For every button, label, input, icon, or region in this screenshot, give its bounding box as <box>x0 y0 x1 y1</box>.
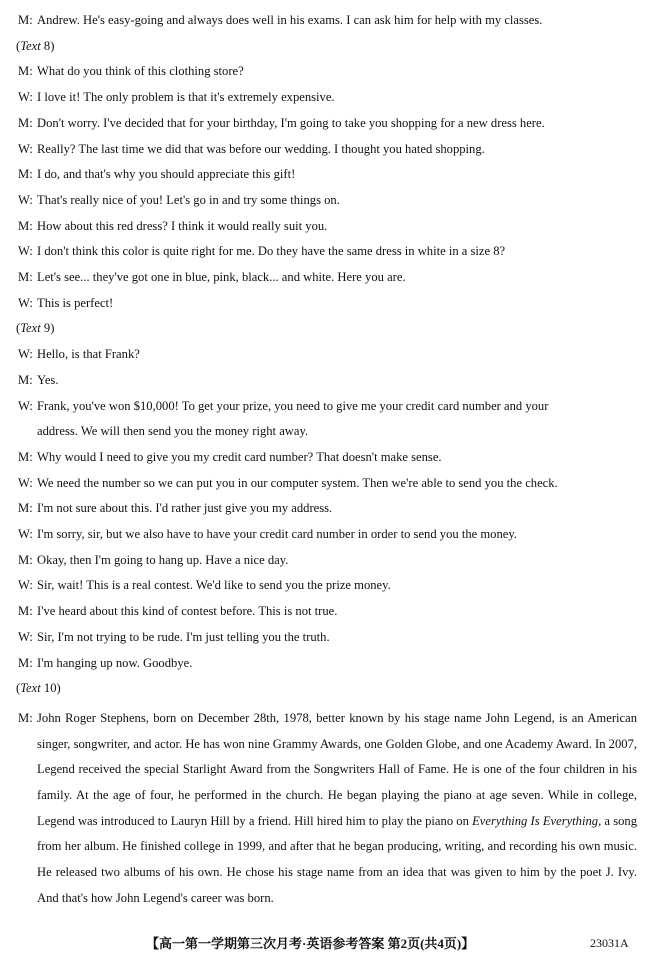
speaker-label: M: <box>18 655 33 670</box>
dialogue-text: Why would I need to give you my credit card number? That doesn't make sense. <box>37 449 442 464</box>
speaker-label: W: <box>18 90 33 105</box>
section-label: Text <box>20 681 41 696</box>
paragraph-text: John Roger Stephens, born on December 28th, 1978, better known by his stage name John Legend, is an American singer, songwriter, and actor. He has won nine Grammy Awards, one Golden Globe, and one Academy Award. In 2007, Legend received the special Starlight Award from the Songwriters Hall of Fame. He is one of the four children in his family. At the age of four, he performed in the church. He began playing the piano at age seven. While in college, Legend was introduced to Lauryn Hill by a friend. Hill hired him to play the piano on <box>37 710 637 828</box>
dialogue-text: Don't worry. I've decided that for your birthday, I'm going to take you shopping for a new dress here. <box>37 115 545 130</box>
section-number: 10 <box>43 681 57 696</box>
speaker-label: M: <box>18 115 33 130</box>
dialogue-text: I do, and that's why you should appreciate this gift! <box>37 167 296 182</box>
speaker-label: W: <box>18 475 33 490</box>
speaker-label: M: <box>18 64 33 79</box>
dialogue-text: Yes. <box>37 372 59 387</box>
speaker-label: W: <box>18 347 33 362</box>
speaker-label: W: <box>18 295 33 310</box>
dialogue-text: I don't think this color is quite right for me. Do they have the same dress in white in a size 8? <box>37 244 506 259</box>
monologue-paragraph <box>37 706 637 912</box>
speaker-label: M: <box>18 270 33 284</box>
page-footer: 【高一第一学期第三次月考·英语参考答案 第2页(共4页)】 <box>146 936 475 951</box>
speaker-label: W: <box>18 398 33 413</box>
dialogue-text: I've heard about this kind of contest before. This is not true. <box>37 604 338 619</box>
dialogue-text: Okay, then I'm going to hang up. Have a nice day. <box>37 552 289 567</box>
dialogue-text: Hello, is that Frank? <box>37 347 140 362</box>
dialogue-text: I'm hanging up now. Goodbye. <box>37 655 193 670</box>
speaker-label: M: <box>18 501 33 516</box>
dialogue-continuation: address. We will then send you the money right away. <box>37 424 309 439</box>
section-number: 9 <box>43 321 51 336</box>
document-code: 23031A <box>590 936 629 950</box>
section-number: 8 <box>43 38 51 53</box>
speaker-label: W: <box>18 141 33 156</box>
speaker-label: M: <box>18 552 33 567</box>
dialogue-text: Really? The last time we did that was before our wedding. I thought you hated shopping. <box>37 141 485 156</box>
speaker-label: W: <box>18 244 33 259</box>
speaker-label: W: <box>18 578 33 593</box>
dialogue-text: This is perfect! <box>37 295 114 310</box>
dialogue-text: Let's see... they've got one in blue, pink, black... and white. Here you are. <box>37 270 406 284</box>
paragraph-text: , a song from her album. He finished college in 1999, and after that he began producing, writing, and recording his own music. He released two albums of his own. He chose his stage name from an idea that was given to him by the poet J. Ivy. And that's how John Legend's career was born. <box>37 813 637 905</box>
song-title: Everything Is Everything <box>472 813 599 828</box>
text-section-heading: (Text 9) <box>16 321 55 336</box>
speaker-label: M: <box>18 13 33 27</box>
speaker-label: M: <box>18 372 33 387</box>
section-label: Text <box>20 38 41 53</box>
dialogue-text: That's really nice of you! Let's go in and try some things on. <box>37 192 340 207</box>
speaker-label: M: <box>18 710 33 725</box>
speaker-label: M: <box>18 218 33 233</box>
dialogue-text: Sir, wait! This is a real contest. We'd like to send you the prize money. <box>37 578 391 593</box>
dialogue-text: Andrew. He's easy-going and always does well in his exams. I can ask him for help with my classes. <box>37 13 543 27</box>
speaker-label: M: <box>18 604 33 619</box>
section-label: Text <box>20 321 41 336</box>
dialogue-text: I'm sorry, sir, but we also have to have your credit card number in order to send you the money. <box>37 527 517 541</box>
speaker-label: M: <box>18 167 33 182</box>
speaker-label: W: <box>18 527 33 541</box>
dialogue-text: Sir, I'm not trying to be rude. I'm just telling you the truth. <box>37 629 330 644</box>
speaker-label: M: <box>18 449 33 464</box>
dialogue-text: Frank, you've won $10,000! To get your prize, you need to give me your credit card number and your <box>37 398 549 413</box>
dialogue-text: We need the number so we can put you in our computer system. Then we're able to send you the check. <box>37 475 558 490</box>
dialogue-text: I love it! The only problem is that it's extremely expensive. <box>37 90 335 105</box>
dialogue-text: How about this red dress? I think it would really suit you. <box>37 218 328 233</box>
dialogue-text: What do you think of this clothing store? <box>37 64 244 79</box>
dialogue-text: I'm not sure about this. I'd rather just give you my address. <box>37 501 333 516</box>
text-section-heading: (Text 8) <box>16 38 55 53</box>
speaker-label: W: <box>18 192 33 207</box>
text-section-heading: (Text 10) <box>16 681 61 696</box>
speaker-label: W: <box>18 629 33 644</box>
